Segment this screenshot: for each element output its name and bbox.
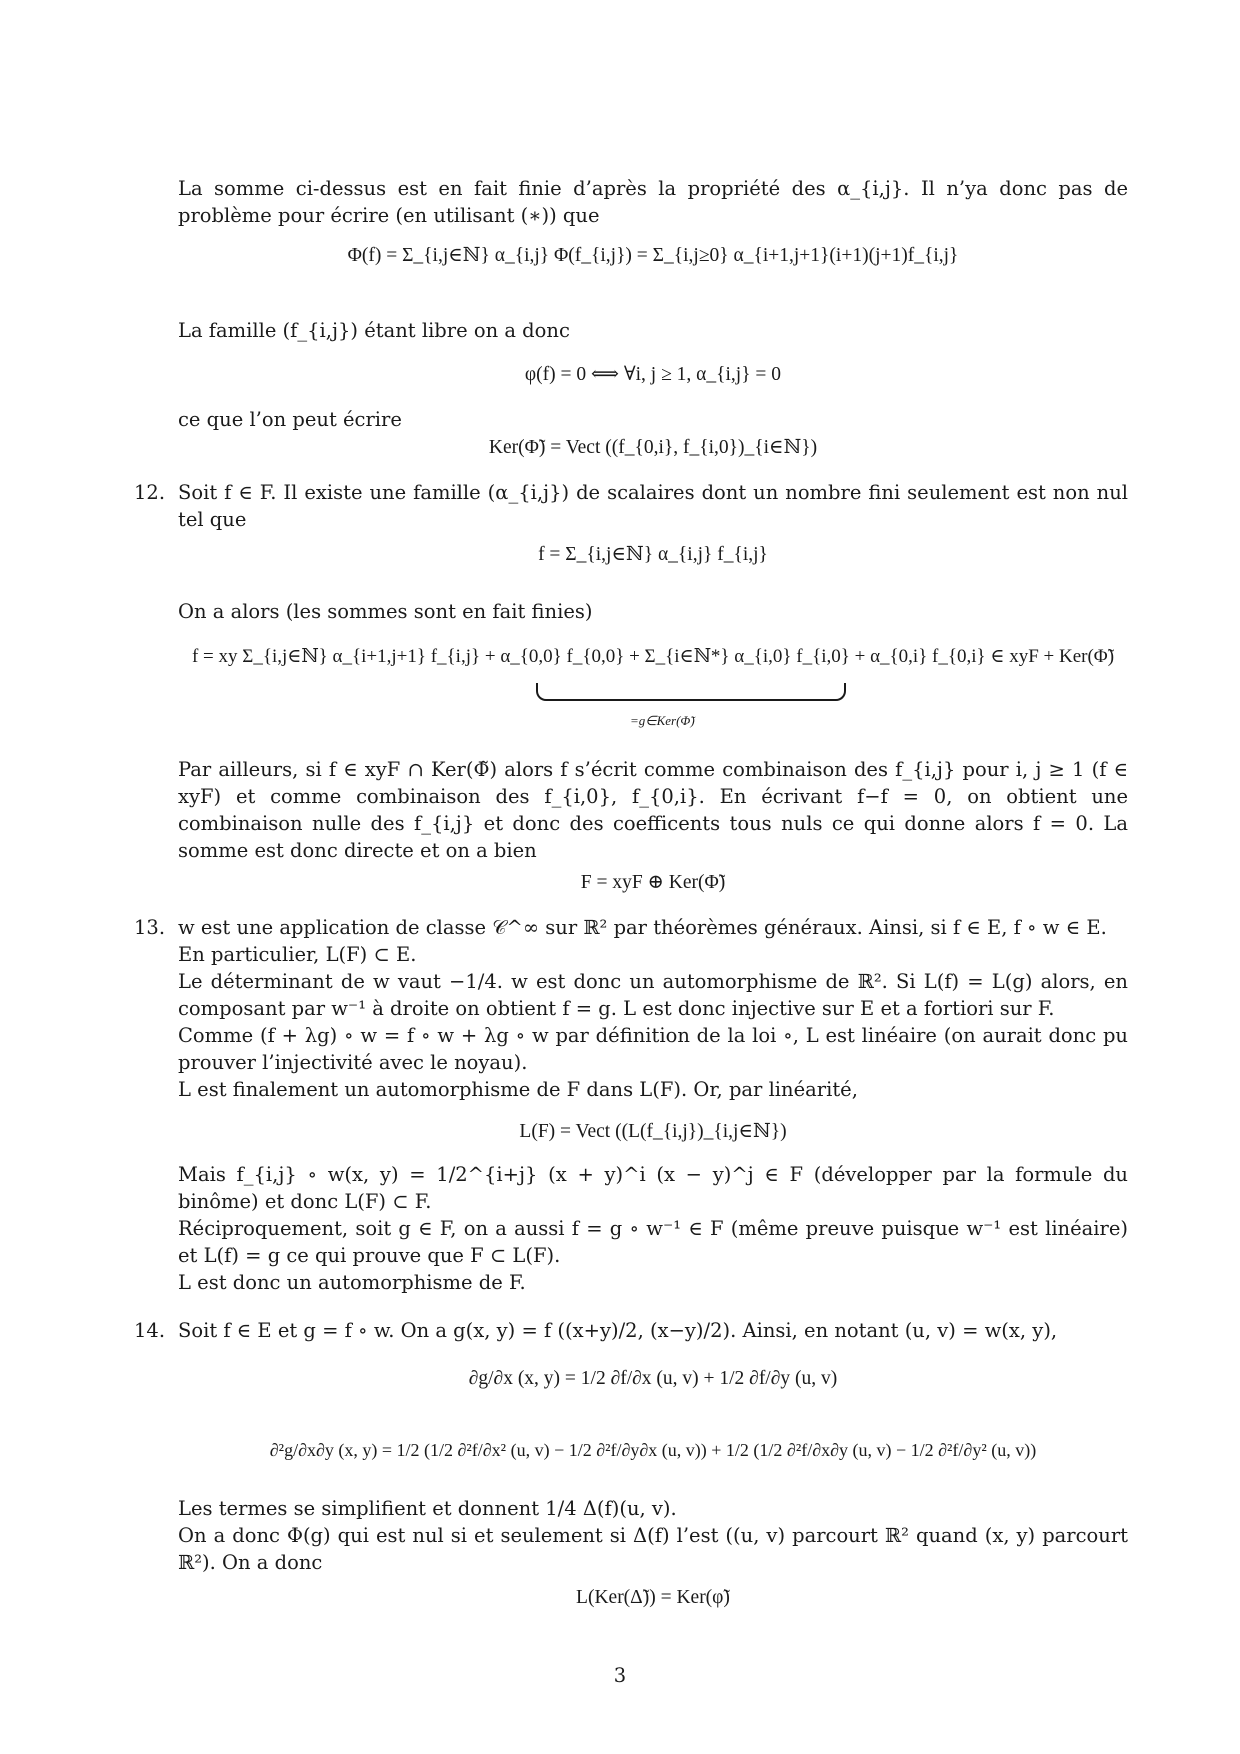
item-12-equation-1: f = Σ_{i,j∈ℕ} α_{i,j} f_{i,j} (538, 544, 768, 565)
item-12-paragraph-1: Soit f ∈ F. Il existe une famille (α_{i,j}) de scalaires dont un nombre fini seulement est non nul tel que (178, 481, 1128, 531)
intro-equation-1: Φ(f) = Σ_{i,j∈ℕ} α_{i,j} Φ(f_{i,j}) = Σ_{i,j≥0} α_{i+1,j+1}(i+1)(j+1)f_{i,j} (347, 245, 959, 266)
item-14-equation-1: ∂g/∂x (x, y) = 1/2 ∂f/∂x (u, v) + 1/2 ∂f/∂y (u, v) (468, 1368, 838, 1389)
item-13-number: 13. (134, 916, 166, 939)
intro-paragraph-3: ce que l’on peut écrire (178, 408, 402, 431)
underbrace (536, 683, 846, 701)
item-14-number: 14. (134, 1319, 166, 1342)
underbrace-label: =g∈Ker(Φ̃) (630, 713, 695, 728)
item-13-equation-1: L(F) = Vect ((L(f_{i,j})_{i,j∈ℕ}) (519, 1121, 787, 1142)
item-13-paragraph-7: Réciproquement, soit g ∈ F, on a aussi f = g ∘ w⁻¹ ∈ F (même preuve puisque w⁻¹ est linéaire) et L(f) = g ce qui prouve que F ⊂ L(F). (178, 1217, 1128, 1267)
item-14-paragraph-3: On a donc Φ(g) qui est nul si et seulement si Δ(f) l’est ((u, v) parcourt ℝ² quand (x, y) parcourt ℝ²). On a donc (178, 1524, 1128, 1574)
item-13-paragraph-2: En particulier, L(F) ⊂ E. (178, 943, 417, 966)
item-14-equation-2: ∂²g/∂x∂y (x, y) = 1/2 (1/2 ∂²f/∂x² (u, v) − 1/2 ∂²f/∂y∂x (u, v)) + 1/2 (1/2 ∂²f/∂x∂y (u, v) − 1/2 ∂²f/∂y² (u, v)) (269, 1440, 1037, 1460)
item-13-paragraph-4: Comme (f + λg) ∘ w = f ∘ w + λg ∘ w par définition de la loi ∘, L est linéaire (on aurait donc pu prouver l’injectivité avec le noyau). (178, 1024, 1128, 1074)
page-number: 3 (613, 1664, 627, 1687)
item-13-paragraph-6: Mais f_{i,j} ∘ w(x, y) = 1/2^{i+j} (x + y)^i (x − y)^j ∈ F (développer par la formule du binôme) et donc L(F) ⊂ F. (178, 1163, 1128, 1213)
item-14-paragraph-1: Soit f ∈ E et g = f ∘ w. On a g(x, y) = f ((x+y)/2, (x−y)/2). Ainsi, en notant (u, v) = w(x, y), (178, 1319, 1058, 1342)
item-13-paragraph-3: Le déterminant de w vaut −1/4. w est donc un automorphisme de ℝ². Si L(f) = L(g) alors, en composant par w⁻¹ à droite on obtient f = g. L est donc injective sur E et a fortiori sur F. (178, 970, 1128, 1020)
item-13-paragraph-1: w est une application de classe 𝒞^∞ sur ℝ² par théorèmes généraux. Ainsi, si f ∈ E, f ∘ w ∈ E. (178, 916, 1107, 939)
item-14-equation-3: L(Ker(Δ̃)) = Ker(φ̃) (576, 1587, 730, 1608)
item-12-paragraph-2: On a alors (les sommes sont en fait finies) (178, 600, 593, 623)
intro-equation-2: φ(f) = 0 ⟺ ∀i, j ≥ 1, α_{i,j} = 0 (524, 364, 782, 385)
item-12-equation-3: F = xyF ⊕ Ker(Φ̃) (580, 872, 726, 893)
intro-paragraph-1: La somme ci-dessus est en fait finie d’après la propriété des α_{i,j}. Il n’ya donc pas de problème pour écrire (en utilisant (∗)) que (178, 177, 1128, 227)
item-12-paragraph-3: Par ailleurs, si f ∈ xyF ∩ Ker(Φ̃) alors f s’écrit comme combinaison des f_{i,j} pour i, j ≥ 1 (f ∈ xyF) et comme combinaison des f_{i,0}, f_{0,i}. En écrivant f−f = 0, on obtient une combinaison nulle des f_{i,j} et donc des coefficents tous nuls ce qui donne alors f = 0. La somme est donc directe et on a bien (178, 758, 1128, 862)
item-13-paragraph-8: L est donc un automorphisme de F. (178, 1271, 526, 1294)
intro-paragraph-2: La famille (f_{i,j}) étant libre on a donc (178, 319, 570, 342)
intro-equation-3: Ker(Φ̃) = Vect ((f_{0,i}, f_{i,0})_{i∈ℕ}) (488, 437, 818, 458)
item-14-paragraph-2: Les termes se simplifient et donnent 1/4 Δ(f)(u, v). (178, 1497, 677, 1520)
item-13-paragraph-5: L est finalement un automorphisme de F dans L(F). Or, par linéarité, (178, 1078, 858, 1101)
item-12-equation-2: f = xy Σ_{i,j∈ℕ} α_{i+1,j+1} f_{i,j} + α_{0,0} f_{0,0} + Σ_{i∈ℕ*} α_{i,0} f_{i,0} + α_{0,i} f_{0,i} ∈ xyF + Ker(Φ̃) (191, 646, 1115, 667)
item-12-number: 12. (134, 481, 166, 504)
